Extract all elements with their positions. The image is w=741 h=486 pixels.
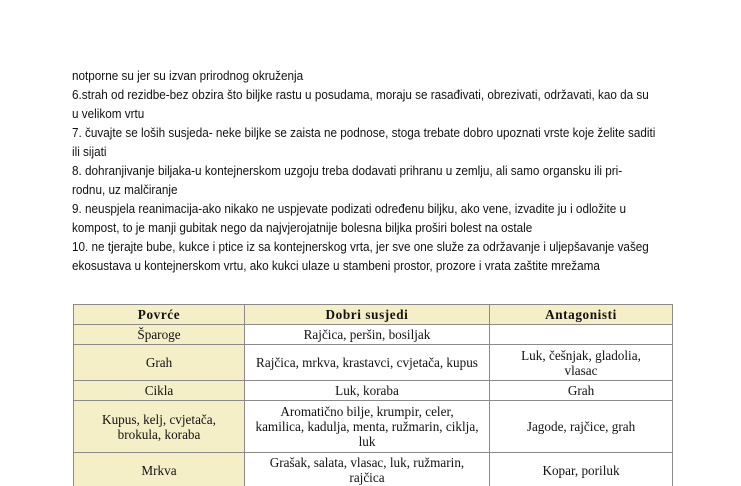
cell-vegetable (74, 325, 245, 345)
text-line: ili sijati (72, 145, 107, 159)
cell-line: Rajčica, peršin, bosiljak (303, 327, 431, 342)
text-line: notporne su jer su izvan prirodnog okruženja (72, 69, 304, 83)
table-row (74, 345, 673, 381)
text-line: 6.strah od rezidbe-bez obzira što biljke rastu u posudama, moraju se rasađivati, obrezivati, održavati, kao da su (72, 88, 649, 102)
cell-line: Grah (567, 383, 595, 398)
cell-line: luk (358, 434, 376, 449)
cell-line: vlasac (564, 362, 598, 378)
header-good-neighbors: Dobri susjedi (245, 305, 490, 325)
cell-line: Kopar, poriluk (542, 463, 620, 478)
cell-good-neighbors (245, 325, 490, 345)
table-row (74, 401, 673, 453)
text-line: u velikom vrtu (72, 107, 145, 121)
cell-line: Luk, koraba (335, 383, 399, 398)
text-line: 9. neuspjela reanimacija-ako nikako ne uspjevate podizati određenu biljku, ako vene, izvadite ju i odložite u (72, 202, 627, 216)
text-line: 7. čuvajte se loših susjeda- neke biljke se zaista ne podnose, stoga trebate dobro upoznati vrste koje želite saditi (72, 126, 656, 140)
table-row (74, 381, 673, 401)
cell-antagonists (490, 381, 673, 401)
cell-line: Šparoge (137, 327, 181, 342)
cell-good-neighbors (245, 345, 490, 381)
text-line: kompost, to je manji gubitak nego da najvjerojatnije bolesna biljka proširi bolest na ostale (72, 221, 533, 235)
cell-line: Aromatično bilje, krumpir, celer, (280, 404, 454, 419)
table-row (74, 453, 673, 486)
cell-vegetable (74, 401, 245, 453)
table-row (74, 325, 673, 345)
cell-vegetable (74, 345, 245, 381)
cell-vegetable (74, 381, 245, 401)
body-text (72, 67, 656, 276)
cell-good-neighbors (245, 381, 490, 401)
cell-line: Luk, češnjak, gladolia, (521, 347, 641, 363)
text-line: rodnu, uz malčiranje (72, 183, 178, 197)
cell-line: Rajčica, mrkva, krastavci, cvjetača, kupus (256, 355, 478, 370)
cell-line: Cikla (144, 383, 174, 398)
cell-antagonists (490, 401, 673, 453)
header-vegetable: Povrće (74, 305, 245, 325)
cell-line: Grah (145, 355, 173, 370)
cell-good-neighbors (245, 453, 490, 486)
cell-line: brokula, koraba (117, 426, 201, 442)
text-line: ekosustava u kontejnerskom vrtu, ako kukci ulaze u stambeni prostor, prozore i vrata zaštite mrežama (72, 259, 600, 273)
table-header-row (74, 305, 673, 325)
cell-antagonists (490, 325, 673, 345)
cell-vegetable (74, 453, 245, 486)
cell-good-neighbors (245, 401, 490, 453)
cell-line: Jagode, rajčice, grah (526, 419, 636, 434)
cell-line: Kupus, kelj, cvjetača, (102, 411, 216, 427)
cell-line: Mrkva (141, 463, 177, 478)
text-line: 8. dohranjivanje biljaka-u kontejnerskom uzgoju treba dodavati prihranu u zemlju, ali samo organsku ili pri- (72, 164, 623, 178)
cell-antagonists (490, 453, 673, 486)
cell-antagonists (490, 345, 673, 381)
companion-planting-table (73, 304, 673, 486)
cell-line: rajčica (349, 470, 385, 485)
header-antagonists: Antagonisti (490, 305, 673, 325)
cell-line: kamilica, kadulja, menta, ružmarin, ciklja, (255, 419, 479, 434)
text-line: 10. ne tjerajte bube, kukce i ptice iz sa kontejnerskog vrta, jer sve one služe za održavanje i uljepšavanje vašeg (72, 240, 649, 254)
cell-line: Grašak, salata, vlasac, luk, ružmarin, (269, 455, 465, 470)
